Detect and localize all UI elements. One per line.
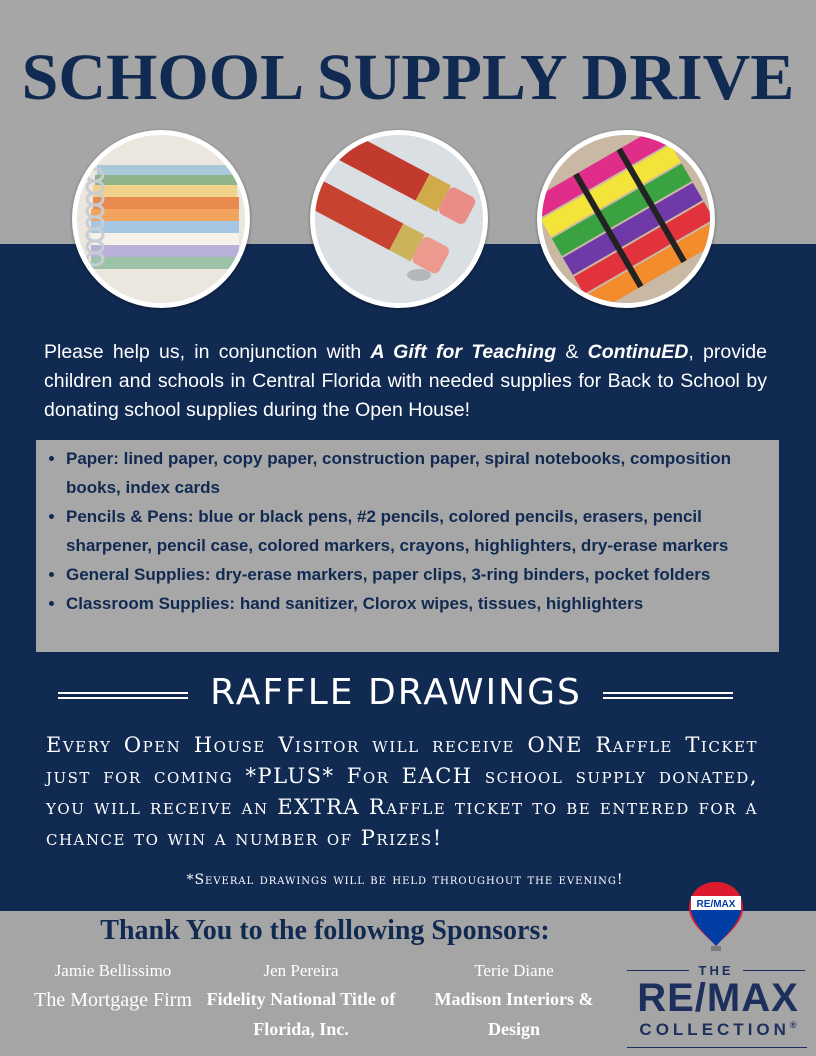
list-item: • General Supplies: dry-erase markers, paper clips, 3-ring binders, pocket folders <box>66 560 775 589</box>
logo-collection: COLLECTION® <box>639 1020 797 1039</box>
sponsor-name: Terie Diane <box>474 961 554 980</box>
crayons-photo <box>537 130 715 308</box>
logo-the: THE <box>698 963 734 978</box>
list-item: • Classroom Supplies: hand sanitizer, Clorox wipes, tissues, highlighters <box>66 589 775 618</box>
sponsor-2 <box>196 958 406 1044</box>
pencils-photo <box>310 130 488 308</box>
sponsor-name: Jamie Bellissimo <box>54 961 172 980</box>
org-continued: ContinuED <box>587 341 689 363</box>
balloon-icon <box>687 880 745 952</box>
svg-text:RE/MAX: RE/MAX <box>696 899 736 910</box>
raffle-description: Every Open House Visitor will receive ONE Raffle Ticket just for coming *PLUS* For EACH school supply donated, you will receive an EXTRA Raffle ticket to be entered for a chance to win a number of Prizes! <box>46 733 758 850</box>
page-title: SCHOOL SUPPLY DRIVE <box>21 41 795 114</box>
supplies-list-box <box>36 440 779 652</box>
double-line-left <box>58 692 188 699</box>
logo-remax: RE/MAX <box>637 976 799 1020</box>
sponsor-company: The Mortgage Firm <box>34 989 192 1011</box>
raffle-heading-row <box>0 670 816 720</box>
list-item: • Pencils & Pens: blue or black pens, #2 pencils, colored pencils, erasers, pencil sharpener, pencil case, colored markers, crayons, highlighters, dry-erase markers <box>66 502 775 560</box>
supplies-list <box>36 444 775 618</box>
org-a-gift-for-teaching: A Gift for Teaching <box>370 341 557 363</box>
sponsor-1 <box>30 958 196 1016</box>
logo-underline <box>627 1047 807 1048</box>
remax-collection-logo <box>625 880 811 1054</box>
sponsor-company: Madison Interiors & Design <box>434 989 594 1039</box>
sponsor-name: Jen Pereira <box>263 961 339 980</box>
raffle-title: RAFFLE DRAWINGS <box>210 672 582 713</box>
double-line-right <box>603 692 733 699</box>
raffle-note: *Several drawings will be held throughout the evening! <box>186 872 624 888</box>
intro-paragraph: Please help us, in conjunction with A Gift for Teaching & ContinuED, provide children and schools in Central Florida with needed supplies for Back to School by donating school supplies during the Open House! <box>44 341 767 421</box>
logo-line-right <box>743 970 805 971</box>
sponsor-company: Fidelity National Title of Florida, Inc. <box>206 989 396 1039</box>
sponsor-3 <box>414 958 614 1044</box>
notebooks-photo <box>72 130 250 308</box>
list-item: • Paper: lined paper, copy paper, construction paper, spiral notebooks, composition books, index cards <box>66 444 775 502</box>
sponsors-heading: Thank You to the following Sponsors: <box>100 915 550 946</box>
